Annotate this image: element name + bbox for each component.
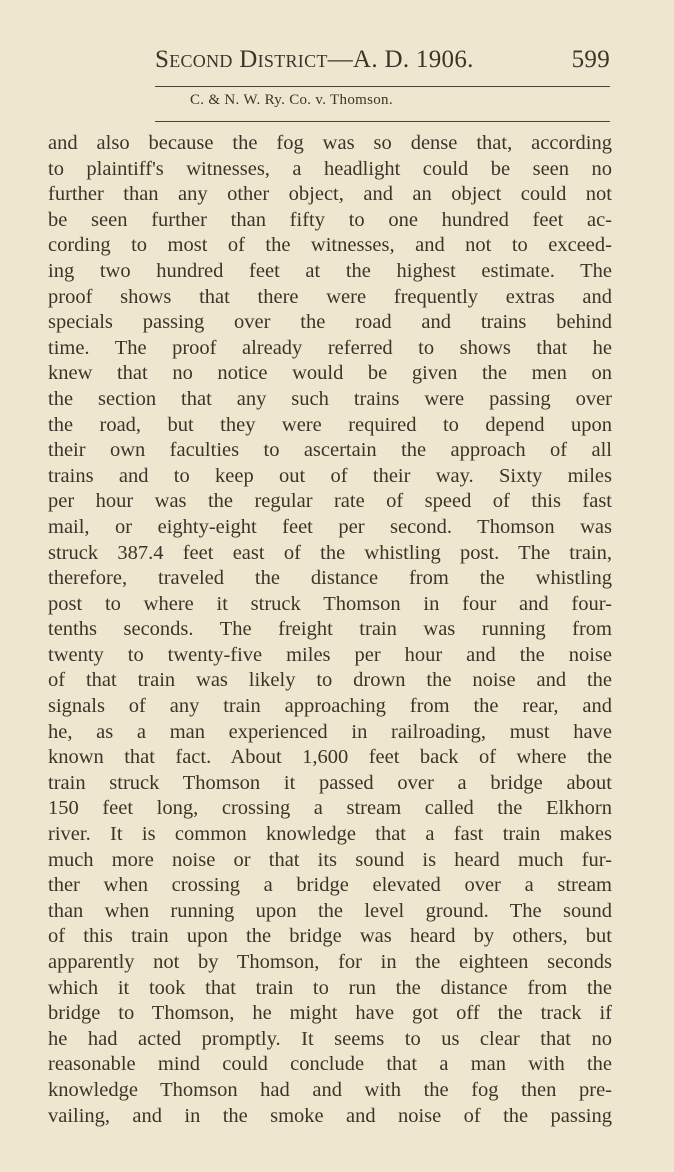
text-line: therefore, traveled the distance from the whistling [48, 567, 612, 590]
text-line: than when running upon the level ground. The sound [48, 899, 612, 922]
text-line: signals of any train approaching from the rear, and [48, 695, 612, 718]
text-line: post to where it struck Thomson in four and four- [48, 592, 612, 615]
running-title: Second District—A. D. 1906. [155, 46, 474, 73]
text-line: twenty to twenty-five miles per hour and the noise [48, 643, 612, 666]
text-line: of this train upon the bridge was heard by others, but [48, 925, 612, 948]
text-line: river. It is common knowledge that a fast train makes [48, 823, 612, 846]
text-line: the section that any such trains were passing over [48, 387, 612, 410]
text-line: time. The proof already referred to shows that he [48, 336, 612, 359]
text-line: known that fact. About 1,600 feet back of where the [48, 746, 612, 769]
text-line: which it took that train to run the distance from the [48, 976, 612, 999]
running-header [155, 46, 610, 74]
text-line: tenths seconds. The freight train was running from [48, 618, 612, 641]
text-line: and also because the fog was so dense that, according [48, 132, 612, 154]
text-line: much more noise or that its sound is heard much fur- [48, 848, 612, 871]
case-title: C. & N. W. Ry. Co. v. Thomson. [190, 92, 393, 108]
text-line: bridge to Thomson, he might have got off the track if [48, 1002, 612, 1025]
text-line: knew that no notice would be given the men on [48, 362, 612, 385]
text-line: the road, but they were required to depend upon [48, 413, 612, 436]
text-line: their own faculties to ascertain the approach of all [48, 439, 612, 462]
text-line: to plaintiff's witnesses, a headlight could be seen no [48, 157, 612, 180]
text-line: knowledge Thomson had and with the fog then pre- [48, 1078, 612, 1101]
text-line: struck 387.4 feet east of the whistling post. The train, [48, 541, 612, 564]
text-line: proof shows that there were frequently extras and [48, 285, 612, 308]
text-line: ing two hundred feet at the highest estimate. The [48, 259, 612, 282]
text-line: be seen further than fifty to one hundred feet ac- [48, 208, 612, 231]
body-text [48, 131, 612, 1129]
text-line: train struck Thomson it passed over a bridge about [48, 771, 612, 794]
page-number: 599 [571, 46, 610, 73]
text-line: mail, or eighty-eight feet per second. Thomson was [48, 515, 612, 538]
text-line: cording to most of the witnesses, and not to exceed- [48, 234, 612, 257]
text-line: he, as a man experienced in railroading, must have [48, 720, 612, 743]
text-line: specials passing over the road and trains behind [48, 311, 612, 334]
text-line: reasonable mind could conclude that a man with the [48, 1053, 612, 1076]
text-line: of that train was likely to drown the noise and the [48, 669, 612, 692]
case-title-rule [155, 121, 610, 122]
text-line: apparently not by Thomson, for in the eighteen seconds [48, 951, 612, 973]
text-line: further than any other object, and an object could not [48, 183, 612, 206]
text-line: he had acted promptly. It seems to us clear that no [48, 1027, 612, 1050]
text-line: trains and to keep out of their way. Sixty miles [48, 464, 612, 487]
text-line: vailing, and in the smoke and noise of the passing [48, 1104, 612, 1127]
text-line: 150 feet long, crossing a stream called the Elkhorn [48, 797, 612, 820]
text-line: ther when crossing a bridge elevated over a stream [48, 874, 612, 897]
header-rule [155, 86, 610, 87]
text-line: per hour was the regular rate of speed of this fast [48, 490, 612, 513]
